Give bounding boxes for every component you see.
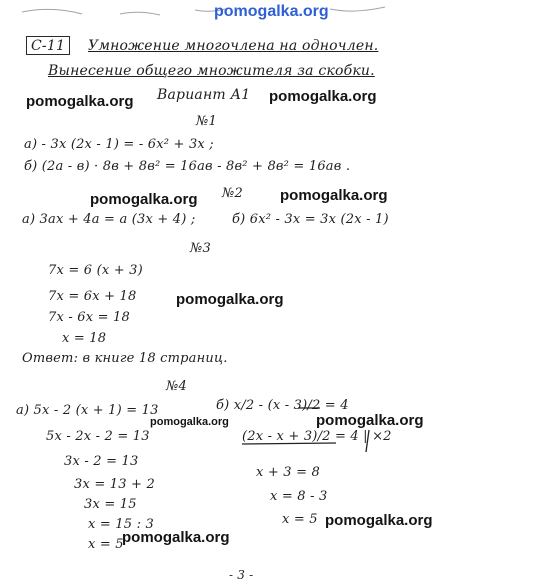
section-label: С-11: [26, 36, 70, 55]
task1-line-a: а) - 3x (2x - 1) = - 6x² + 3x ;: [24, 137, 214, 152]
task2-line-b: б) 6х² - 3х = 3х (2х - 1): [232, 212, 389, 227]
task4a-line: 3х - 2 = 13: [64, 454, 139, 469]
watermark-8: pomogalka.org: [325, 512, 433, 529]
task4a-line: 5х - 2х - 2 = 13: [46, 429, 150, 444]
task2-number: №2: [222, 186, 243, 201]
task3-line: х = 18: [62, 331, 107, 346]
section-title: Умножение многочлена на одночлен.: [88, 38, 379, 54]
watermark-4: pomogalka.org: [280, 187, 388, 204]
section-subtitle: Вынесение общего множителя за скобки.: [48, 63, 375, 79]
task1-number: №1: [196, 114, 217, 129]
task4b-line: х = 5: [282, 512, 318, 527]
task3-number: №3: [190, 241, 211, 256]
watermark-top[interactable]: pomogalka.org: [214, 3, 329, 20]
variant-title: Вариант А1: [157, 87, 251, 103]
task4a-line: 3х = 15: [84, 497, 137, 512]
task3-line: 7х = 6 (х + 3): [48, 263, 143, 278]
task3-line: 7х - 6х = 18: [48, 310, 130, 325]
watermark-5: pomogalka.org: [176, 291, 284, 308]
task4b-line: (2х - х + 3)/2 = 4 | ×2: [242, 429, 392, 444]
task2-line-a: а) 3ах + 4а = а (3х + 4) ;: [22, 212, 196, 227]
watermark-6: pomogalka.org: [316, 412, 424, 429]
task4-number: №4: [166, 379, 187, 394]
watermark-1: pomogalka.org: [26, 93, 134, 110]
task1-line-b: б) (2а - в) · 8в + 8в² = 16ав - 8в² + 8в² = 16ав .: [24, 159, 351, 174]
watermark-2: pomogalka.org: [269, 88, 377, 105]
task4b-line: х + 3 = 8: [256, 465, 320, 480]
page-number: - 3 -: [229, 568, 254, 582]
watermark-7: pomogalka.org: [150, 416, 229, 428]
task4a-line: 3х = 13 + 2: [74, 477, 155, 492]
task3-line: 7х = 6х + 18: [48, 289, 137, 304]
watermark-3: pomogalka.org: [90, 191, 198, 208]
task4a-line: х = 5: [88, 537, 124, 552]
watermark-9: pomogalka.org: [122, 529, 230, 546]
task4b-line: х = 8 - 3: [270, 489, 328, 504]
task4a-line: х = 15 : 3: [88, 517, 154, 532]
task3-answer: Ответ: в книге 18 страниц.: [22, 351, 228, 366]
task4a-line: а) 5х - 2 (х + 1) = 13: [16, 403, 159, 418]
task4b-head: б) х/2 - (х - 3)/2 = 4: [216, 398, 349, 413]
